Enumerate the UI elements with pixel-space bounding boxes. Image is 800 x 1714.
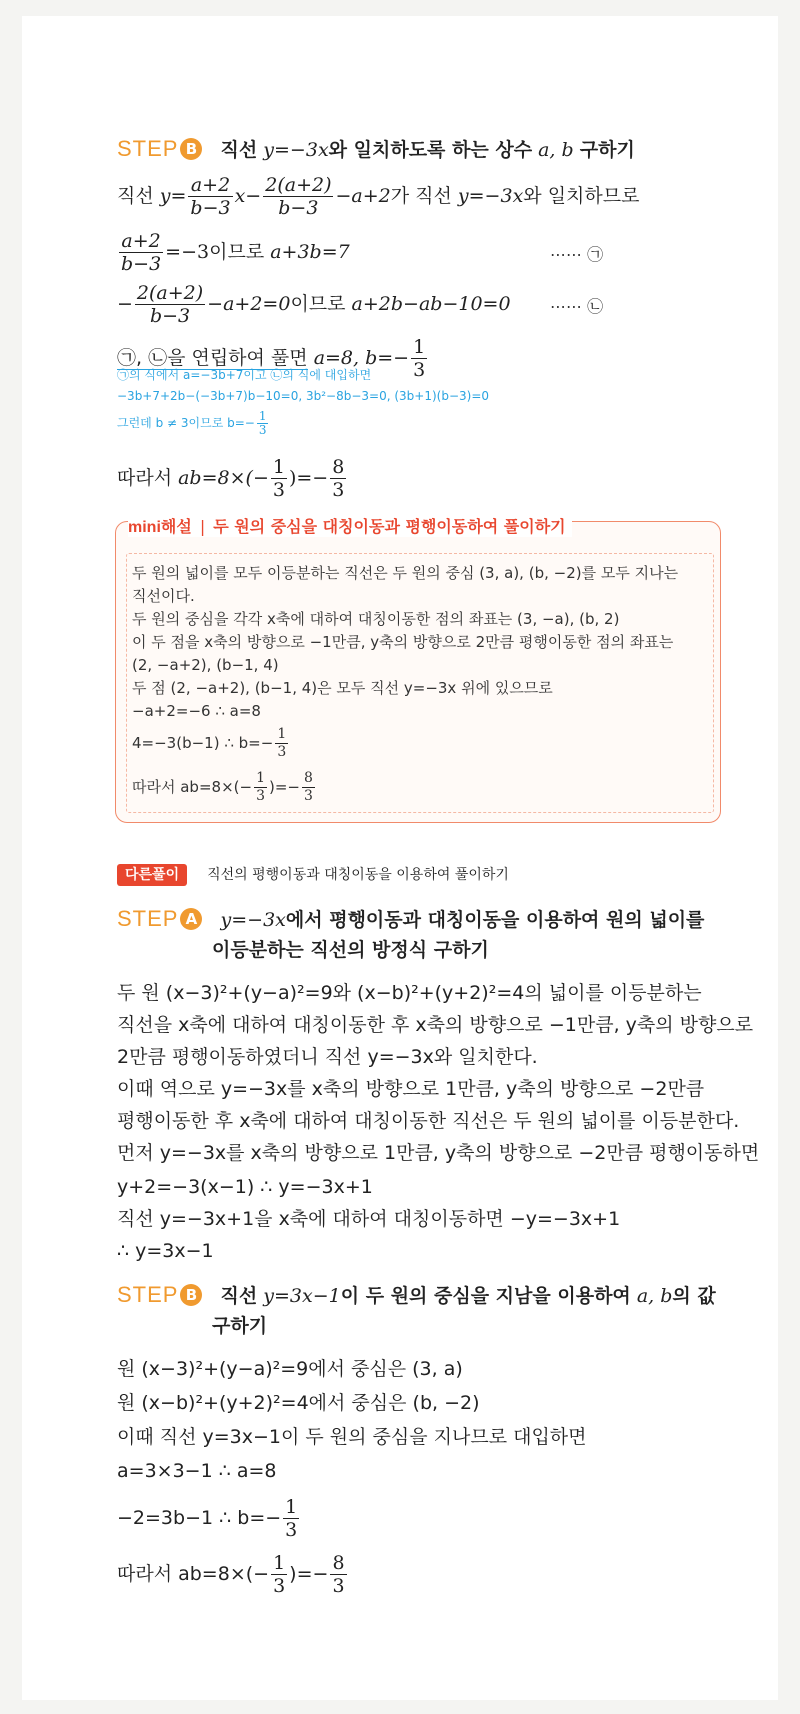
numerator: 8: [332, 456, 345, 478]
numerator: 1: [413, 336, 426, 358]
numerator: 2(a+2): [136, 282, 204, 304]
step-title-eq: y=−3x: [220, 909, 286, 931]
math: y=−3x: [457, 185, 524, 207]
text: 와 일치하므로: [523, 185, 640, 207]
fraction: [119, 230, 163, 275]
numerator: 1: [273, 1552, 286, 1574]
separator: |: [199, 517, 206, 536]
numerator: 1: [256, 770, 265, 786]
text-line: 직선 y=−3x+1을 x축에 대하여 대칭이동하면 −y=−3x+1: [117, 1208, 621, 1230]
step-a-heading-2: [212, 937, 489, 963]
numerator: 1: [277, 726, 287, 742]
text: −2=3b−1 ∴ b=−: [117, 1507, 282, 1529]
mini-title: 두 원의 중심을 대칭이동과 평행이동하여 풀이하기: [213, 517, 566, 536]
fraction: [411, 336, 427, 381]
denominator: 3: [303, 788, 313, 804]
math: −a+2: [335, 185, 391, 207]
text: 이므로: [209, 241, 265, 263]
denominator: 3: [277, 744, 287, 760]
numerator: a+2: [188, 174, 232, 197]
text-line: 두 원 (x−3)²+(y−a)²=9와 (x−b)²+(y+2)²=4의 넓이를 이등분하는: [117, 982, 702, 1004]
step-title-part: 직선: [220, 1285, 258, 1307]
alt-tag: 다른풀이: [117, 864, 187, 886]
math: −a+2=0: [207, 293, 291, 315]
mini-tag: mini해설: [128, 519, 192, 536]
denominator: b−3: [278, 197, 319, 219]
text-line: [117, 1552, 349, 1597]
step-b2-heading-2: [212, 1313, 267, 1339]
text-line: [117, 1496, 301, 1541]
text-line: a=3×3−1 ∴ a=8: [117, 1460, 277, 1482]
text-line: 원 (x−b)²+(y+2)²=4에서 중심은 (b, −2): [117, 1392, 480, 1414]
numerator: 1: [272, 456, 285, 478]
step-title-part: 이 두 원의 중심을 지남을 이용하여: [340, 1285, 631, 1307]
fraction: [330, 1552, 346, 1597]
step-letter: B: [180, 138, 202, 160]
text-line: ∴ y=3x−1: [117, 1240, 214, 1262]
denominator: b−3: [149, 305, 191, 327]
text-line: 먼저 y=−3x를 x축의 방향으로 1만큼, y축의 방향으로 −2만큼 평행이동하면: [117, 1142, 760, 1164]
fraction: [188, 174, 232, 219]
fraction: [135, 282, 205, 327]
text: ㉠, ㉡을 연립하여 풀면: [117, 347, 308, 369]
numerator: 1: [285, 1496, 298, 1518]
fraction: [283, 1496, 299, 1541]
note-2: −3b+7+2b−(−3b+7)b−10=0, 3b²−8b−3=0, (3b+1)(b−3)=0: [117, 389, 490, 403]
text-line: y+2=−3(x−1) ∴ y=−3x+1: [117, 1176, 373, 1198]
math: x−: [234, 185, 262, 207]
denominator: b−3: [190, 197, 231, 219]
step-title-part: 와 일치하도록 하는 상수: [328, 139, 533, 161]
math: =−3: [165, 241, 210, 263]
math: y=: [159, 185, 187, 207]
step-title-part: 이등분하는 직선의 방정식 구하기: [212, 939, 489, 961]
text: )=−: [289, 1563, 329, 1585]
denominator: 3: [332, 1575, 345, 1597]
text: 따라서 ab=8×(−: [117, 1563, 270, 1585]
numerator: 1: [258, 409, 267, 423]
math: )=−: [288, 467, 329, 489]
numerator: 8: [303, 770, 313, 786]
text-line: 평행이동한 후 x축에 대하여 대칭이동한 직선은 두 원의 넓이를 이등분한다.: [117, 1110, 740, 1132]
step-b-heading: [117, 136, 635, 163]
numerator: a+2: [119, 230, 163, 253]
mini-line: −a+2=−6 ∴ a=8: [132, 702, 261, 720]
mini-line: [132, 726, 290, 761]
mini-line: (2, −a+2), (b−1, 4): [132, 656, 279, 674]
mini-line: [132, 770, 317, 805]
numerator: 2(a+2): [265, 174, 332, 196]
step-title-part: 직선: [220, 139, 258, 161]
step-title-end: 구하기: [579, 139, 635, 161]
fraction: [302, 770, 315, 805]
note-1: ㉠의 식에서 a=−3b+7이고 ㉡의 식에 대입하면: [117, 368, 372, 382]
denominator: 3: [332, 479, 345, 501]
step-title-eq: y=3x−1: [263, 1285, 341, 1307]
denominator: 3: [272, 479, 285, 501]
text-line: 원 (x−3)²+(y−a)²=9에서 중심은 (3, a): [117, 1358, 463, 1380]
step-a-heading: [117, 906, 704, 933]
math: a=8, b=−: [313, 347, 410, 369]
fraction: [271, 456, 287, 501]
mini-line: 직선이다.: [132, 587, 195, 605]
math: a+2b−ab−10=0: [351, 293, 511, 315]
text: 4=−3(b−1) ∴ b=−: [132, 734, 274, 752]
step-letter: B: [180, 1284, 202, 1306]
math: a+3b=7: [270, 241, 350, 263]
fraction: [275, 726, 288, 761]
step-label: STEP: [117, 1282, 179, 1307]
step-title-vars: a, b: [538, 139, 574, 161]
mini-line: 이 두 점을 x축의 방향으로 −1만큼, y축의 방향으로 2만큼 평행이동한 점의 좌표는: [132, 633, 674, 651]
step-b2-heading: [117, 1282, 716, 1309]
alt-title: 직선의 평행이동과 대칭이동을 이용하여 풀이하기: [207, 867, 509, 883]
tag-1: ⋯⋯ ㉠: [550, 245, 604, 264]
mini-line: 두 점 (2, −a+2), (b−1, 4)은 모두 직선 y=−3x 위에 있으므로: [132, 679, 553, 697]
eq-line-5: [117, 456, 348, 501]
text: 따라서: [117, 467, 173, 489]
fraction: [330, 456, 346, 501]
step-title-vars: a, b: [636, 1285, 673, 1307]
note-3: [117, 410, 270, 437]
step-label: STEP: [117, 906, 179, 931]
denominator: b−3: [121, 253, 162, 275]
fraction: [257, 410, 269, 437]
denominator: 3: [273, 1575, 286, 1597]
fraction: [271, 1552, 287, 1597]
mini-line: 두 원의 넓이를 모두 이등분하는 직선은 두 원의 중심 (3, a), (b, −2)를 모두 지나는: [132, 564, 679, 582]
eq-line-1: [117, 174, 639, 219]
step-title-end: 의 값: [672, 1285, 716, 1307]
denominator: 3: [258, 423, 267, 437]
step-title-part: 구하기: [212, 1315, 268, 1337]
step-letter: A: [180, 908, 202, 930]
tag-2: ⋯⋯ ㉡: [550, 297, 604, 316]
math: ab=8×(−: [178, 467, 269, 489]
text: )=−: [268, 778, 300, 796]
denominator: 3: [413, 359, 426, 381]
mini-line: 두 원의 중심을 각각 x축에 대하여 대칭이동한 점의 좌표는 (3, −a), (b, 2): [132, 610, 620, 628]
text: 따라서 ab=8×(−: [132, 778, 253, 796]
fraction: [254, 770, 267, 805]
eq-line-3: [117, 282, 511, 327]
alt-solution-header: [117, 864, 509, 886]
mini-header: [128, 514, 572, 537]
text: 직선: [117, 185, 154, 207]
math: −: [117, 293, 133, 315]
text-line: 직선을 x축에 대하여 대칭이동한 후 x축의 방향으로 −1만큼, y축의 방향으로: [117, 1014, 754, 1036]
text-line: 이때 직선 y=3x−1이 두 원의 중심을 지나므로 대입하면: [117, 1426, 587, 1448]
step-label: STEP: [117, 136, 179, 161]
step-title-part: 에서 평행이동과 대칭이동을 이용하여 원의 넓이를: [285, 909, 705, 931]
eq-line-2: [117, 230, 350, 275]
text-line: 2만큼 평행이동하였더니 직선 y=−3x와 일치한다.: [117, 1046, 538, 1068]
step-title-eq: y=−3x: [263, 139, 329, 161]
numerator: 8: [332, 1552, 345, 1574]
fraction: [263, 174, 333, 219]
text: 이므로: [290, 293, 346, 315]
text: 그런데 b ≠ 3이므로 b=−: [117, 416, 255, 430]
text-line: 이때 역으로 y=−3x를 x축의 방향으로 1만큼, y축의 방향으로 −2만큼: [117, 1078, 705, 1100]
denominator: 3: [285, 1519, 298, 1541]
denominator: 3: [256, 788, 265, 804]
text: 가 직선: [390, 185, 452, 207]
